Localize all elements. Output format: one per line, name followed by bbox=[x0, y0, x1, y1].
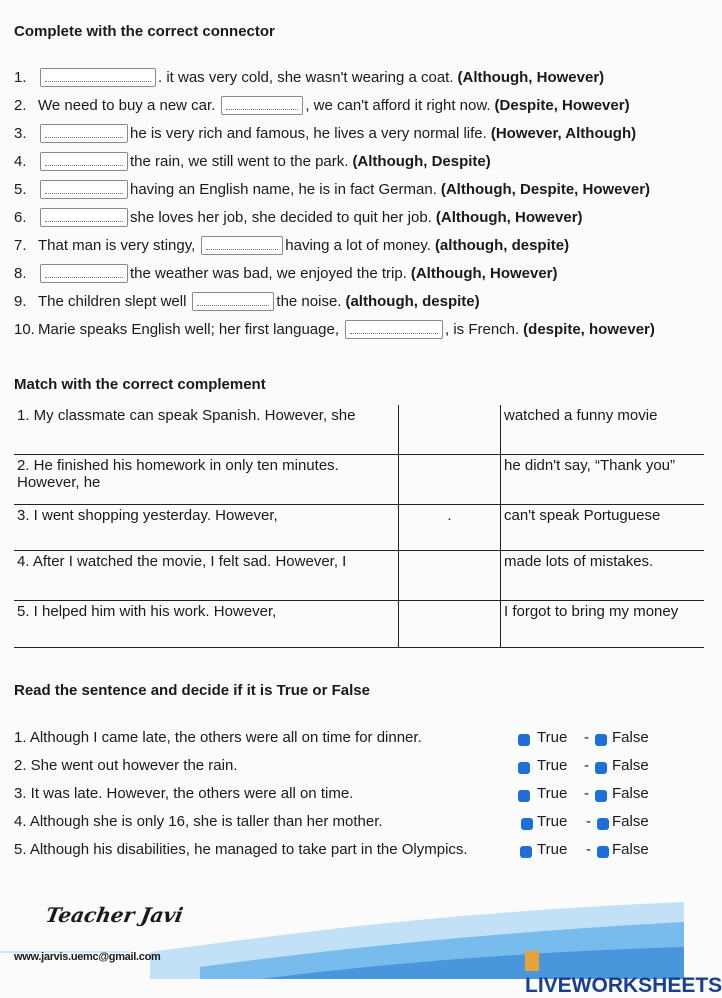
match-left-cell: 3. I went shopping yesterday. However, bbox=[14, 504, 399, 550]
item-number: 2. bbox=[14, 97, 27, 114]
fill-item-7 bbox=[14, 236, 569, 255]
item-number: 4. bbox=[14, 153, 27, 170]
item-text: having a lot of money. bbox=[285, 237, 431, 254]
false-radio-2[interactable] bbox=[595, 762, 607, 774]
item-pre-text: We need to buy a new car. bbox=[38, 97, 216, 114]
separator: - bbox=[584, 729, 589, 746]
item-number: 3. bbox=[14, 125, 27, 142]
false-radio-4[interactable] bbox=[597, 818, 609, 830]
fill-item-9 bbox=[14, 292, 480, 311]
match-right-cell: can't speak Portuguese bbox=[501, 504, 705, 550]
fill-item-1 bbox=[14, 68, 604, 87]
section3-title: Read the sentence and decide if it is True or False bbox=[14, 682, 370, 699]
item-pre-text: That man is very stingy, bbox=[38, 237, 196, 254]
fill-item-2 bbox=[14, 96, 630, 115]
brand-name: LIVEWORKSHEETS bbox=[525, 974, 722, 997]
blank-input-10[interactable] bbox=[345, 320, 443, 339]
item-options: (Although, Despite) bbox=[352, 153, 491, 170]
blank-input-9[interactable] bbox=[192, 292, 274, 311]
separator: - bbox=[586, 841, 591, 858]
item-number: 10. bbox=[14, 321, 35, 338]
match-table bbox=[14, 405, 704, 648]
tf-statement-5: 5. Although his disabilities, he managed to take part in the Olympics. bbox=[14, 841, 468, 858]
match-answer-cell[interactable] bbox=[399, 454, 501, 504]
item-pre-text: The children slept well bbox=[38, 293, 187, 310]
match-right-cell: he didn't say, “Thank you” bbox=[501, 454, 705, 504]
item-pre-text: Marie speaks English well; her first language, bbox=[38, 321, 339, 338]
item-options: (Although, However) bbox=[410, 265, 558, 282]
item-text: , is French. bbox=[444, 321, 520, 338]
true-label: True bbox=[537, 757, 568, 774]
false-radio-5[interactable] bbox=[597, 846, 609, 858]
teacher-signature: Teacher Javi bbox=[43, 903, 185, 927]
item-number: 1. bbox=[14, 69, 27, 86]
item-options: (Although, However) bbox=[457, 69, 605, 86]
match-right-cell: watched a funny movie bbox=[501, 405, 705, 454]
match-answer-cell[interactable] bbox=[399, 550, 501, 600]
match-right-cell: I forgot to bring my money bbox=[501, 600, 705, 647]
item-options: (However, Although) bbox=[490, 125, 637, 142]
liveworksheets-logo bbox=[525, 950, 722, 998]
match-answer-cell[interactable] bbox=[399, 405, 501, 454]
blank-input-3[interactable] bbox=[40, 124, 128, 143]
tf-statement-4: 4. Although she is only 16, she is taller than her mother. bbox=[14, 813, 383, 830]
fill-item-3 bbox=[14, 124, 636, 143]
item-text: the noise. bbox=[276, 293, 342, 310]
match-left-cell: 2. He finished his homework in only ten minutes. However, he bbox=[14, 454, 399, 504]
section1-title: Complete with the correct connector bbox=[14, 23, 275, 40]
item-options: (Despite, However) bbox=[494, 97, 630, 114]
true-radio-3[interactable] bbox=[518, 790, 530, 802]
false-radio-3[interactable] bbox=[595, 790, 607, 802]
fill-item-5 bbox=[14, 180, 650, 199]
true-radio-2[interactable] bbox=[518, 762, 530, 774]
tf-statement-3: 3. It was late. However, the others were all on time. bbox=[14, 785, 354, 802]
item-text: the rain, we still went to the park. bbox=[130, 153, 349, 170]
match-right-cell: made lots of mistakes. bbox=[501, 550, 705, 600]
logo-badge-icon bbox=[525, 951, 539, 971]
tf-statement-2: 2. She went out however the rain. bbox=[14, 757, 238, 774]
table-row bbox=[14, 600, 704, 647]
item-text: having an English name, he is in fact German. bbox=[130, 181, 437, 198]
item-text: the weather was bad, we enjoyed the trip. bbox=[130, 265, 407, 282]
true-radio-5[interactable] bbox=[520, 846, 532, 858]
item-text: . it was very cold, she wasn't wearing a coat. bbox=[158, 69, 454, 86]
item-number: 6. bbox=[14, 209, 27, 226]
match-answer-cell[interactable]: . bbox=[399, 504, 501, 550]
separator: - bbox=[584, 785, 589, 802]
false-radio-1[interactable] bbox=[595, 734, 607, 746]
item-options: (Although, However) bbox=[435, 209, 583, 226]
true-label: True bbox=[537, 785, 568, 802]
fill-item-4 bbox=[14, 152, 491, 171]
false-label: False bbox=[612, 813, 649, 830]
item-text: she loves her job, she decided to quit her job. bbox=[130, 209, 432, 226]
item-options: (although, despite) bbox=[434, 237, 570, 254]
true-label: True bbox=[537, 729, 568, 746]
blank-input-2[interactable] bbox=[221, 96, 303, 115]
table-row bbox=[14, 504, 704, 550]
section2-title: Match with the correct complement bbox=[14, 376, 266, 393]
fill-item-6 bbox=[14, 208, 583, 227]
tf-statement-1: 1. Although I came late, the others were all on time for dinner. bbox=[14, 729, 422, 746]
false-label: False bbox=[612, 729, 649, 746]
true-label: True bbox=[537, 841, 568, 858]
table-row bbox=[14, 550, 704, 600]
table-row bbox=[14, 454, 704, 504]
separator: - bbox=[584, 757, 589, 774]
true-label: True bbox=[537, 813, 568, 830]
item-options: (although, despite) bbox=[345, 293, 480, 310]
true-radio-4[interactable] bbox=[521, 818, 533, 830]
item-options: (despite, however) bbox=[523, 321, 655, 338]
separator: - bbox=[586, 813, 591, 830]
blank-input-4[interactable] bbox=[40, 152, 128, 171]
blank-input-6[interactable] bbox=[40, 208, 128, 227]
match-left-cell: 4. After I watched the movie, I felt sad. However, I bbox=[14, 550, 399, 600]
item-text: , we can't afford it right now. bbox=[305, 97, 491, 114]
fill-item-10 bbox=[14, 320, 655, 339]
match-left-cell: 1. My classmate can speak Spanish. However, she bbox=[14, 405, 399, 454]
table-row bbox=[14, 405, 704, 454]
blank-input-8[interactable] bbox=[40, 264, 128, 283]
item-number: 5. bbox=[14, 181, 27, 198]
match-answer-cell[interactable] bbox=[399, 600, 501, 647]
blank-input-1[interactable] bbox=[40, 68, 156, 87]
teacher-email: www.jarvis.uemc@gmail.com bbox=[14, 951, 161, 963]
item-number: 7. bbox=[14, 237, 27, 254]
item-number: 9. bbox=[14, 293, 27, 310]
false-label: False bbox=[612, 841, 649, 858]
false-label: False bbox=[612, 785, 649, 802]
true-radio-1[interactable] bbox=[518, 734, 530, 746]
false-label: False bbox=[612, 757, 649, 774]
match-left-cell: 5. I helped him with his work. However, bbox=[14, 600, 399, 647]
blank-input-7[interactable] bbox=[201, 236, 283, 255]
item-options: (Although, Despite, However) bbox=[440, 181, 651, 198]
fill-item-8 bbox=[14, 264, 558, 283]
item-number: 8. bbox=[14, 265, 27, 282]
blank-input-5[interactable] bbox=[40, 180, 128, 199]
item-text: he is very rich and famous, he lives a very normal life. bbox=[130, 125, 487, 142]
